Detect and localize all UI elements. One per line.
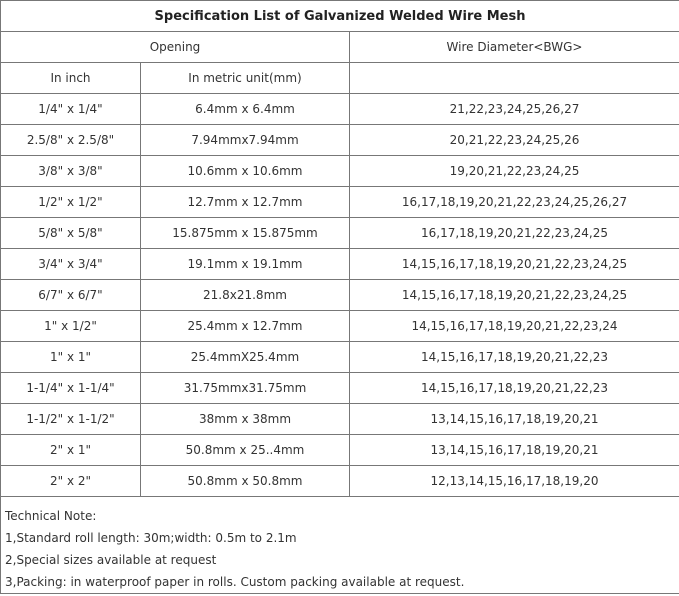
table-row	[1, 156, 679, 187]
wire-diameter-cell: 14,15,16,17,18,19,20,21,22,23,24	[350, 311, 679, 342]
opening-metric-cell: 15.875mm x 15.875mm	[141, 218, 350, 249]
opening-inch-cell: 1-1/2" x 1-1/2"	[1, 404, 141, 435]
opening-metric-cell: 19.1mm x 19.1mm	[141, 249, 350, 280]
opening-inch-cell: 1-1/4" x 1-1/4"	[1, 373, 141, 404]
table-title: Specification List of Galvanized Welded Wire Mesh	[1, 1, 679, 32]
opening-metric-cell: 25.4mmX25.4mm	[141, 342, 350, 373]
note-roll-length: 1,Standard roll length: 30m;width: 0.5m to 2.1m	[5, 531, 297, 545]
in-inch-header: In inch	[1, 63, 141, 94]
opening-metric-cell: 12.7mm x 12.7mm	[141, 187, 350, 218]
table-title-row	[1, 1, 679, 32]
wire-diameter-cell: 20,21,22,23,24,25,26	[350, 125, 679, 156]
table-row	[1, 218, 679, 249]
table-row	[1, 249, 679, 280]
wire-diameter-subheader	[350, 63, 679, 94]
opening-metric-cell: 25.4mm x 12.7mm	[141, 311, 350, 342]
opening-metric-cell: 7.94mmx7.94mm	[141, 125, 350, 156]
table-row	[1, 342, 679, 373]
wire-diameter-cell: 14,15,16,17,18,19,20,21,22,23	[350, 373, 679, 404]
opening-metric-cell: 50.8mm x 25..4mm	[141, 435, 350, 466]
wire-diameter-cell: 19,20,21,22,23,24,25	[350, 156, 679, 187]
wire-diameter-cell: 14,15,16,17,18,19,20,21,22,23	[350, 342, 679, 373]
table-row	[1, 94, 679, 125]
opening-inch-cell: 3/8" x 3/8"	[1, 156, 141, 187]
wire-diameter-cell: 21,22,23,24,25,26,27	[350, 94, 679, 125]
opening-inch-cell: 6/7" x 6/7"	[1, 280, 141, 311]
opening-inch-cell: 1/2" x 1/2"	[1, 187, 141, 218]
table-row	[1, 125, 679, 156]
table-row	[1, 404, 679, 435]
wire-diameter-cell: 14,15,16,17,18,19,20,21,22,23,24,25	[350, 249, 679, 280]
wire-diameter-cell: 16,17,18,19,20,21,22,23,24,25,26,27	[350, 187, 679, 218]
header-row-2	[1, 63, 679, 94]
opening-header: Opening	[1, 32, 350, 63]
wire-diameter-cell: 16,17,18,19,20,21,22,23,24,25	[350, 218, 679, 249]
note-packing: 3,Packing: in waterproof paper in rolls. Custom packing available at request.	[5, 575, 465, 589]
wire-diameter-cell: 14,15,16,17,18,19,20,21,22,23,24,25	[350, 280, 679, 311]
opening-metric-cell: 21.8x21.8mm	[141, 280, 350, 311]
opening-inch-cell: 3/4" x 3/4"	[1, 249, 141, 280]
opening-metric-cell: 6.4mm x 6.4mm	[141, 94, 350, 125]
table-row	[1, 280, 679, 311]
wire-diameter-header: Wire Diameter<BWG>	[350, 32, 679, 63]
opening-metric-cell: 38mm x 38mm	[141, 404, 350, 435]
opening-inch-cell: 2" x 1"	[1, 435, 141, 466]
header-row-1	[1, 32, 679, 63]
opening-inch-cell: 1" x 1"	[1, 342, 141, 373]
wire-diameter-cell: 13,14,15,16,17,18,19,20,21	[350, 435, 679, 466]
in-metric-header: In metric unit(mm)	[141, 63, 350, 94]
note-special-sizes: 2,Special sizes available at request	[5, 553, 217, 567]
table-row	[1, 187, 679, 218]
table-row	[1, 466, 679, 497]
opening-inch-cell: 2.5/8" x 2.5/8"	[1, 125, 141, 156]
opening-metric-cell: 50.8mm x 50.8mm	[141, 466, 350, 497]
opening-inch-cell: 1/4" x 1/4"	[1, 94, 141, 125]
table-row	[1, 435, 679, 466]
technical-notes	[1, 497, 679, 594]
opening-metric-cell: 10.6mm x 10.6mm	[141, 156, 350, 187]
opening-inch-cell: 5/8" x 5/8"	[1, 218, 141, 249]
technical-notes-row	[1, 497, 679, 594]
wire-diameter-cell: 12,13,14,15,16,17,18,19,20	[350, 466, 679, 497]
wire-diameter-cell: 13,14,15,16,17,18,19,20,21	[350, 404, 679, 435]
table-row	[1, 311, 679, 342]
opening-inch-cell: 1" x 1/2"	[1, 311, 141, 342]
table-row	[1, 373, 679, 404]
opening-inch-cell: 2" x 2"	[1, 466, 141, 497]
notes-heading: Technical Note:	[5, 509, 97, 523]
opening-metric-cell: 31.75mmx31.75mm	[141, 373, 350, 404]
